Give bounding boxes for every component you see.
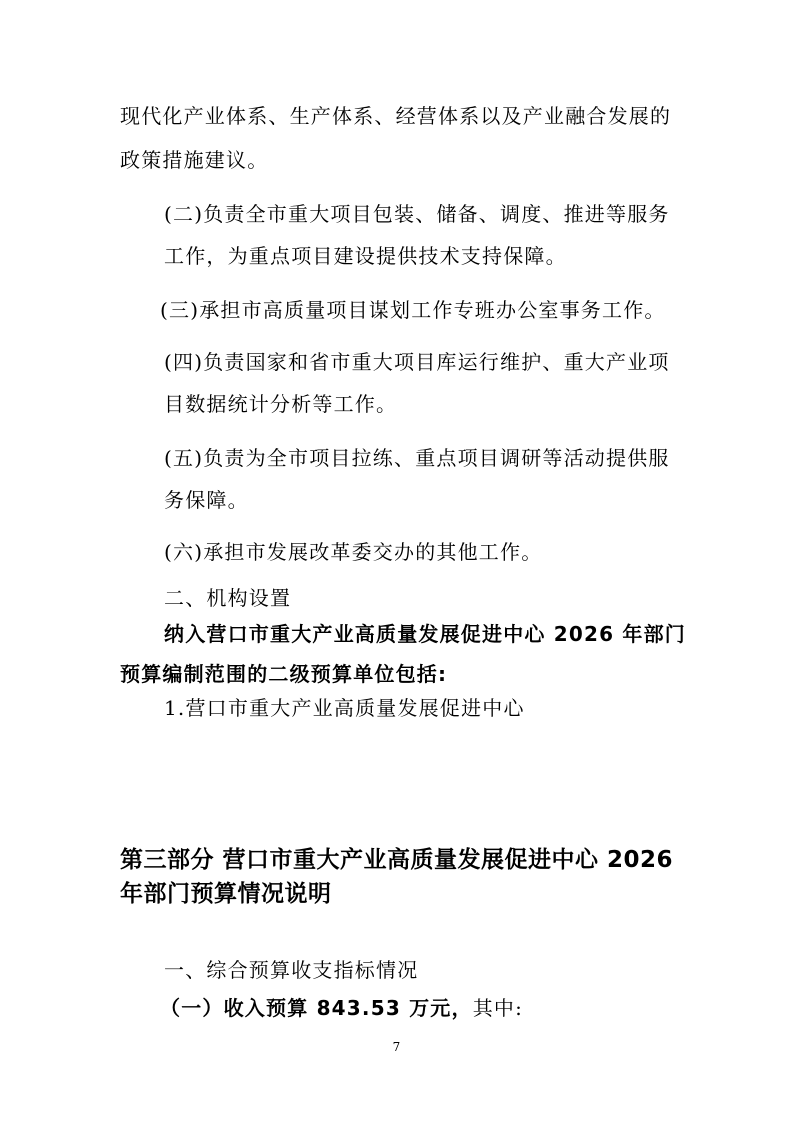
paragraph-line: 纳入营口市重大产业高质量发展促进中心 2026 年部门	[164, 622, 686, 646]
section-heading: 一、综合预算收支指标情况	[164, 958, 419, 982]
paragraph-line	[160, 988, 720, 1028]
paragraph-line: (二)负责全市重大项目包装、储备、调度、推进等服务	[164, 202, 670, 226]
paragraph-line: 预算编制范围的二级预算单位包括:	[120, 662, 448, 686]
paragraph-line: 目数据统计分析等工作。	[164, 392, 398, 416]
section-heading: 二、机构设置	[164, 586, 292, 610]
part-title: 年部门预算情况说明	[120, 881, 332, 907]
paragraph-line: 务保障。	[164, 488, 249, 512]
paragraph-line: (四)负责国家和省市重大项目库运行维护、重大产业项	[164, 350, 670, 374]
page-number: 7	[392, 1040, 401, 1054]
list-item: 1.营口市重大产业高质量发展促进中心	[164, 696, 525, 720]
part-title: 第三部分 营口市重大产业高质量发展促进中心 2026	[120, 847, 674, 873]
paragraph-line: (三)承担市高质量项目谋划工作专班办公室事务工作。	[160, 298, 666, 322]
paragraph-line: 现代化产业体系、生产体系、经营体系以及产业融合发展的	[120, 104, 672, 128]
income-figure: （一）收入预算 843.53 万元，	[160, 996, 473, 1020]
paragraph-line: (六)承担市发展改革委交办的其他工作。	[164, 540, 543, 564]
paragraph-line: 政策措施建议。	[120, 148, 269, 172]
paragraph-line: 工作，为重点项目建设提供技术支持保障。	[164, 244, 567, 268]
income-suffix: 其中:	[472, 996, 524, 1020]
paragraph-line: (五)负责为全市项目拉练、重点项目调研等活动提供服	[164, 446, 670, 470]
